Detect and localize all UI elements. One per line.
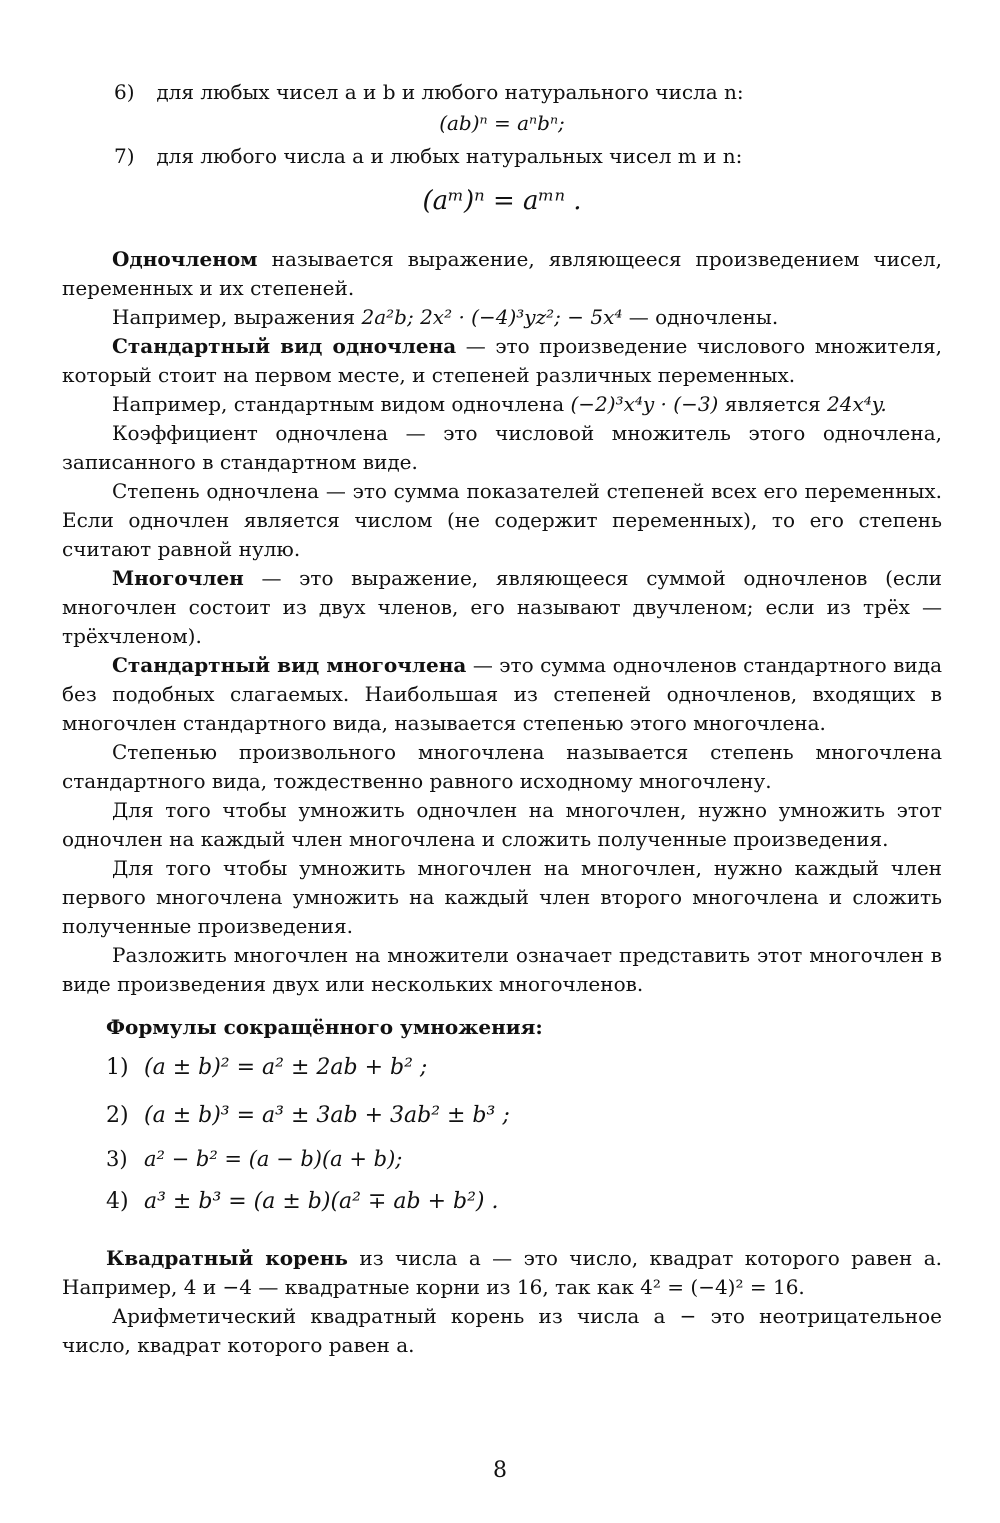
arithmetic-square-root-definition: Арифметический квадратный корень из числа a − это неотрицательное число, квадрат которого равен a. — [62, 1304, 942, 1357]
formula-4 — [62, 1184, 942, 1220]
monomial-example-intro: Например, выражения — [112, 305, 362, 329]
standard-polynomial-term: Стандартный вид многочлена — [112, 653, 467, 677]
formula-3-expression: a² − b² = (a − b)(a + b); — [144, 1147, 403, 1171]
monomial-def-text: называется выражение, являющееся произведением чисел, переменных и их степеней. — [62, 247, 942, 300]
property-6-statement: для любых чисел a и b и любого натурального числа n: — [156, 80, 744, 104]
property-6-formula: (ab)ⁿ = aⁿbⁿ; — [439, 111, 565, 135]
formulas-heading — [62, 1013, 942, 1042]
standard-monomial-term: Стандартный вид одночлена — [112, 334, 457, 358]
standard-polynomial-definition — [62, 651, 942, 738]
formula-1 — [62, 1050, 942, 1086]
monomial-example — [62, 303, 942, 332]
page-content — [62, 78, 942, 1360]
formula-1-number: 1) — [106, 1055, 129, 1080]
property-7-statement: для любого числа a и любых натуральных чисел m и n: — [156, 144, 743, 168]
monomial-times-polynomial-rule: Для того чтобы умножить одночлен на многочлен, нужно умножить этот одночлен на каждый член многочлена и сложить полученные произведения. — [62, 798, 942, 851]
std-example-intro: Например, стандартным видом одночлена — [112, 392, 571, 416]
polynomial-def-text: — это выражение, являющееся суммой одночленов (если многочлен состоит из двух членов, его называют двучленом; если из трёх — трёхчленом). — [62, 566, 942, 648]
arbitrary-polynomial-degree: Степенью произвольного многочлена называется степень многочлена стандартного вида, тождественно равного исходному многочлену. — [62, 740, 942, 793]
property-7-text — [62, 142, 942, 171]
polynomial-term: Многочлен — [112, 566, 244, 590]
formula-1-expression: (a ± b)² = a² ± 2ab + b² ; — [144, 1055, 428, 1080]
formula-3 — [62, 1144, 942, 1174]
std-example-result: 24x⁴y. — [827, 392, 887, 416]
coefficient-definition: Коэффициент одночлена — это числовой множитель этого одночлена, записанного в стандартном виде. — [62, 421, 942, 474]
monomial-degree-definition: Степень одночлена — это сумма показателей степеней всех его переменных. Если одночлен является числом (не содержит переменных), то его степень считают равной нулю. — [62, 479, 942, 561]
formula-2-number: 2) — [106, 1103, 129, 1128]
property-6-number: 6) — [114, 80, 135, 104]
square-root-term: Квадратный корень — [106, 1246, 348, 1270]
square-root-definition — [62, 1244, 942, 1302]
property-6-text — [62, 78, 942, 107]
formula-4-number: 4) — [106, 1189, 129, 1214]
formulas-heading-text: Формулы сокращённого умножения: — [106, 1015, 543, 1039]
standard-monomial-example — [62, 390, 942, 419]
page-number: 8 — [493, 1458, 507, 1483]
monomial-example-formula: 2a²b; 2x² · (−4)³yz²; − 5x⁴ — [361, 305, 623, 329]
formula-2 — [62, 1098, 942, 1134]
std-example-formula: (−2)³x⁴y · (−3) — [570, 392, 719, 416]
property-7-number: 7) — [114, 144, 135, 168]
formula-3-number: 3) — [106, 1147, 128, 1171]
polynomial-times-polynomial-rule: Для того чтобы умножить многочлен на многочлен, нужно каждый член первого многочлена умножить на каждый член второго многочлена и сложить полученные произведения. — [62, 856, 942, 938]
factoring-definition: Разложить многочлен на множители означает представить этот многочлен в виде произведения двух или нескольких многочленов. — [62, 943, 942, 996]
standard-polynomial-def-text: — это сумма одночленов стандартного вида без подобных слагаемых. Наибольшая из степеней одночленов, входящих в многочлен стандартного вида, называется степенью этого многочлена. — [62, 653, 943, 735]
standard-monomial-definition — [62, 332, 942, 390]
polynomial-definition — [62, 564, 942, 651]
square-root-def-text: из числа a — это число, квадрат которого равен a. Например, 4 и −4 — квадратные корни из 16, так как 4² = (−4)² = 16. — [62, 1246, 943, 1299]
monomial-term: Одночленом — [112, 247, 258, 271]
monomial-definition — [62, 245, 942, 303]
monomial-example-end: — одночлены. — [622, 305, 779, 329]
formula-4-expression: a³ ± b³ = (a ± b)(a² ∓ ab + b²) . — [144, 1189, 499, 1214]
standard-monomial-def-text: — это произведение числового множителя, который стоит на первом месте, и степеней различных переменных. — [62, 334, 943, 387]
formula-2-expression: (a ± b)³ = a³ ± 3ab + 3ab² ± b³ ; — [144, 1103, 510, 1128]
property-7-formula: (aᵐ)ⁿ = aᵐⁿ . — [422, 186, 582, 216]
std-example-mid: является — [718, 392, 828, 416]
